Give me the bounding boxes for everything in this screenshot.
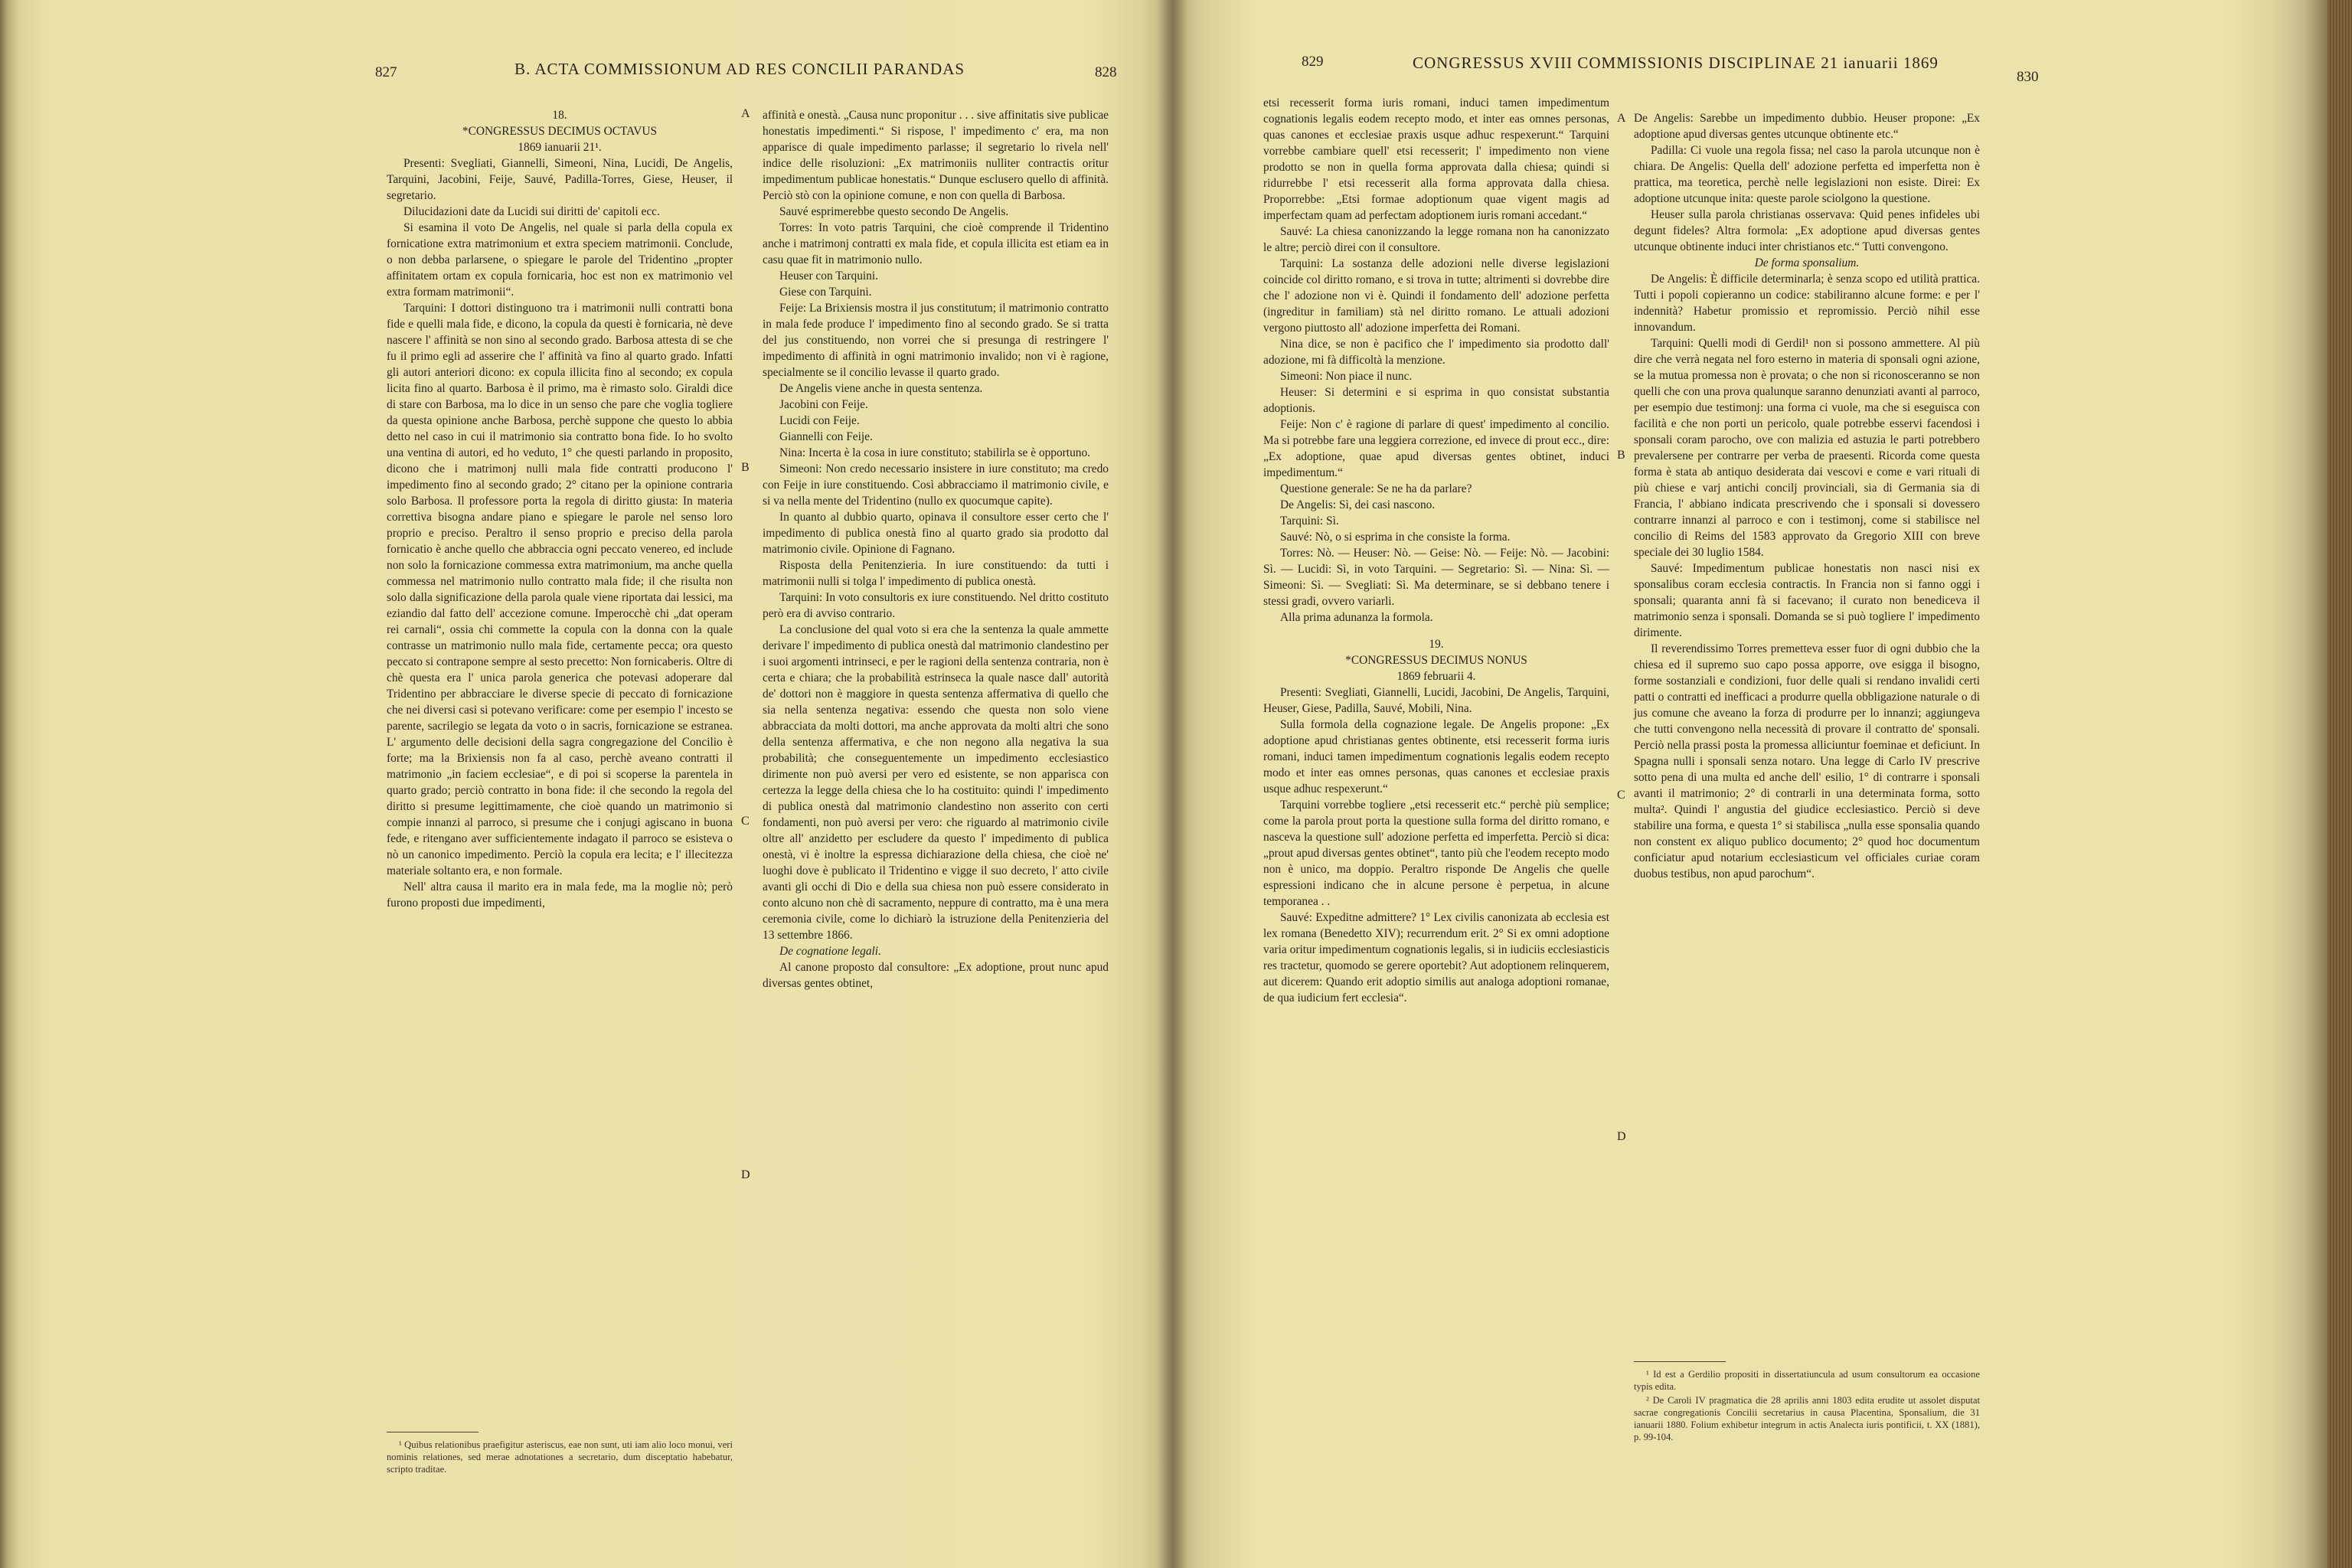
paragraph: Sauvé: Impedimentum publicae honestatis non nasci nisi ex sponsalibus coram ecclesia contractis. In Francia non si fanno oggi i sponsali; quaranta anni fà si facevano; il curato non benediceva il matrimonio senza i sponsali. Domanda se si può togliere l' impedimento dirimente. [1634,562,1980,639]
section-title: *CONGRESSUS DECIMUS NONUS [1345,654,1527,667]
page-number-827: 827 [375,64,397,80]
paragraph: Giese con Tarquini. [779,286,872,299]
section-number: 19. [1429,638,1444,651]
margin-letter-c: C [1617,789,1625,802]
paragraph: Simeoni: Non piace il nunc. [1280,370,1413,383]
footnote-rule [1634,1361,1726,1362]
paragraph: Questione generale: Se ne ha da parlare? [1280,482,1472,495]
paragraph: Nell' altra causa il marito era in mala fede, ma la moglie nò; però furono proposti due impedimenti, [387,880,733,910]
paragraph: Tarquini: I dottori distinguono tra i matrimonii nulli contratti bona fide e quelli mala fide, e dicono, la copula da questi è fornicaria, nè deve nascere l' affinità se non sino al secondo grado. Barbosa attesta di se che fu il primo egli ad asserire che l' affinità va fino al quarto grado. Infatti gli autori anteriori dicono: ex copula illicita fino al secondo; ex copula licita fino al quarto. Barbosa è il primo, ma è rimasto solo. Giraldi dice di stare con Barbosa, ma lo dice in un senso che pare che voglia togliere da questa opinione anche Barbosa, perchè suppone che questo lo abbia detto nel caso in cui il matrimonio sia contratto bona fide. Io ho svolto una ventina di autori, ed ho veduto, 1° che questi parlando in proposito, dicono che i matrimonj nulli mala fide contratti producono l' impedimento fino al secondo grado; 2° citano per la opinione contraria solo Barbosa. Il professore porta la regola di diritto giusta: In materia correttiva bisogna andare piano e spiegare le parole nel senso loro proprio e preciso. Peraltro il senso proprio e preciso della parola fornicatio è anche quello che abbraccia ogni peccato venereo, ed include non solo la fornicazione commessa extra matrimonium, ma anche quella commessa nel matrimonio nullo contratto mala fide; il che risulta non solo dalla significazione della parola quale viene riportata dai lessici, ma eziandio dal fatto dell' accezione comune. Imperocchè chi „dat operam rei carnali“, ossia chi commette la copula con la donna con la quale contrasse un matrimonio nullo mala fide, certamente pecca; ora questo peccato si contrapone sempre al sesto precetto: Non fornicaberis. Oltre di chè questa era l' unica parola generica che potevasi adoperare dal Tridentino per abbracciare le diverse specie di peccato di fornicazione che nei diversi casi si potevano verificare: come per esempio l' incesto se parente, sacrilegio se legata da voto o in sacris, fornicazione se estranea. L' argumento delle decisioni della sagra congregazione del Concilio è forte; ma la Brixiensis non fa al caso, perchè aveano contratti il matrimonio „in faciem ecclesiae“, e di poi si scoperse la parentela in quarto grado; perciò contratto in bona fide: il che secondo la regola del diritto si presume legittimamente, che cioè quando un matrimonio si compie innanzi al parroco, si presume che i conjugi agiscano in buona fede, e ritengano aver sufficientemente indagato il parroco se esisteva o nò un canonico impedimento. Perciò la copula era lecita; e l' illecitezza materiale soltanto era, e non formale. [387,302,733,877]
paragraph: Sauvé: Nò, o si esprima in che consiste la forma. [1280,531,1511,544]
paragraph: Simeoni: Non credo necessario insistere in iure constituto; ma credo con Feije in iure constituendo. Così abbracciamo il matrimonio civile, e si va nella mente del Tridentino (nullo ex quocumque capite). [763,462,1109,508]
paragraph: Presenti: Svegliati, Giannelli, Lucidi, Jacobini, De Angelis, Tarquini, Heuser, Giese, Padilla, Sauvé, Mobili, Nina. [1263,686,1609,715]
paragraph: Torres: In voto patris Tarquini, che cioè comprende il Tridentino anche i matrimonj contratti ex mala fide, et copula illicita est etiam ea in casu quae fit in matrimonio nullo. [763,221,1109,266]
footnote: ¹ Quibus relationibus praefigitur asteriscus, eae non sunt, uti iam alio loco monui, veri nominis relationes, sed merae adnotationes a secretario, dum disceptatio habebatur, scripto traditae. [387,1439,733,1475]
paragraph: Padilla: Ci vuole una regola fissa; nel caso la parola utcunque non è chiara. De Angelis: Quella dell' adozione perfetta ed imperfetta non è prattica, ma teoretica, perchè nelle legislazioni non esiste. Direi: Ex adoptione utcunque inita: queste parole sciolgono la questione. [1634,144,1980,205]
paragraph: Jacobini con Feije. [779,398,868,411]
paragraph: Presenti: Svegliati, Giannelli, Simeoni, Nina, Lucidi, De Angelis, Tarquini, Jacobini, Feije, Sauvé, Padilla-Torres, Giese, Heuser, il segretario. [387,157,733,202]
footnote: ¹ Id est a Gerdilio propositi in dissertatiuncula ad usum consultorum ea occasione typis edita. [1634,1369,1980,1392]
running-header-left: B. ACTA COMMISSIONUM AD RES CONCILII PARANDAS [514,60,965,78]
paragraph: Nina dice, se non è pacifico che l' impedimento sia prodotto dall' adozione, mi fà difficoltà la menzione. [1263,338,1609,367]
running-header-right: CONGRESSUS XVIII COMMISSIONIS DISCIPLINAE 21 ianuarii 1869 [1413,54,1939,72]
margin-letter-d: D [741,1168,750,1181]
left-column-2 [763,107,1109,991]
paragraph: Dilucidazioni date da Lucidi sui diritti de' capitoli ecc. [403,205,660,218]
paragraph: Sauvé: Expeditne admittere? 1° Lex civilis canonizata ab ecclesia est lex romana (Benedetto XIV); recurrendum erit. 2° Si ex omni adoptione varia oritur impedimentum cognationis legalis, si in iudiciis ecclesiasticis res tractetur, quomodo se gerere oportebit? Aut adoptionem relinquerem, aut dicerem: Quando erit adoptio similis aut analoga adoptioni romanae, de qua iudicium fert ecclesia“. [1263,911,1609,1004]
section-title: *CONGRESSUS DECIMUS OCTAVUS [462,125,658,138]
right-column-2 [1634,110,1980,882]
margin-letter-a: A [741,107,750,120]
margin-letter-b: B [1617,449,1625,462]
paragraph: De Angelis: Sarebbe un impedimento dubbio. Heuser propone: „Ex adoptione apud diversas gentes utcunque obtinente etc.“ [1634,112,1980,141]
paragraph: Lucidi con Feije. [779,414,860,427]
margin-letter-c: C [741,815,750,828]
section-date: 1869 februarii 4. [1396,670,1476,683]
paragraph: Tarquini: In voto consultoris ex iure constituendo. Nel dritto costituto però era di avviso contrario. [763,591,1109,620]
page-edge [2328,0,2352,1568]
footnote: ² De Caroli IV pragmatica die 28 aprilis anni 1803 edita erudite ut assolet disputat sacrae congregationis Concilii secretarius in causa Placentina, Sponsalium, die 31 ianuarii 1880. Folium exhibetur integrum in actis Analecta iuris pontificii, t. XX (1881), p. 99-104. [1634,1395,1980,1442]
paragraph: Torres: Nò. — Heuser: Nò. — Geise: Nò. — Feije: Nò. — Jacobini: Sì. — Lucidi: Sì, in voto Tarquini. — Segretario: Sì. — Nina: Sì. — Simeoni: Sì. — Svegliati: Sì. Ma determinare, se si debbano tenere i stessi gradi, ovvero variarli. [1263,547,1609,608]
paragraph: De Angelis viene anche in questa sentenza. [779,382,983,395]
paragraph: Heuser con Tarquini. [779,270,878,283]
paragraph: etsi recesserit forma iuris romani, induci tamen impedimentum cognationis legalis eodem recepto modo, et inter eas omnes personas, quas canones et ecclesiae praxis usque adhuc respexerunt.“ Tarquini vorrebbe cambiare quell' etsi recesserit; l' impedimento non viene prodotto se non in quella forma approvata dalla chiesa; quindi si ridurrebbe l' etsi recesserit alla forma approvata dalla chiesa. Proporrebbe: „Etsi formae adoptionum quae vigent magis ad imperfectam quam ad perfectam adoptionem iuris romani accedant.“ [1263,96,1609,222]
paragraph: Alla prima adunanza la formola. [1280,611,1433,624]
paragraph: Risposta della Penitenzieria. In iure constituendo: da tutti i matrimonii nulli si tolga l' impedimento di publica onestà. [763,559,1109,588]
paragraph: De Angelis: Sì, dei casi nascono. [1280,498,1436,511]
section-number: 18. [552,109,567,122]
right-page [1171,0,2352,1568]
book-gutter [1158,0,1188,1568]
section-date: 1869 ianuarii 21¹. [518,141,602,154]
footnote-block-left [387,1432,733,1477]
subheading: De forma sponsalium. [1754,256,1860,270]
margin-letter-d: D [1617,1130,1626,1143]
paragraph: Tarquini: La sostanza delle adozioni nelle diverse legislazioni coincide col diritto romano, e si trova in tutte; altrimenti si dovrebbe dire che l' adozione non vi è. Quindi il fondamento dell' adozione perfetta (ingreditur in familiam) stà nel diritto romano. Le attuali adozioni vergono piuttosto all' adozione imperfetta dei Romani. [1263,257,1609,335]
paragraph: De Angelis: È difficile determinarla; è senza scopo ed utilità prattica. Tutti i popoli copieranno un codice: stabiliranno alcune forme: e per l' indennità? Habetur promissio et repromissio. Perciò nihil esse innovandum. [1634,273,1980,334]
paragraph: Heuser: Si determini e si esprima in quo consistat substantia adoptionis. [1263,386,1609,415]
page-number-829: 829 [1302,54,1324,70]
left-page [0,0,1171,1568]
paragraph: Nina: Incerta è la cosa in iure constituto; stabilirla se è opportuno. [779,446,1091,459]
paragraph: Tarquini: Quelli modi di Gerdil¹ non si possono ammettere. Al più dire che verrà negata nel foro esterno in materia di sponsali ogni azione, se la mutua promessa non è provata; o che non si riconosceranno se non quelli che con una prova qualunque saranno denunziati avanti al parroco, per esempio due testimonj: una forma ci vuole, ma che si eseguisca con facilità e che non porti un pericolo, quale potrebbe esservi facendosi i sponsali coram parocho, ove con malizia ed astuzia le parti potrebbero prevalersene per contrarre per verba de praesenti. Ricorda come questa forma è stata ab antiquo desiderata dai vescovi e come e vari rituali di più chiese e varj antichi concilj provinciali, sia di Germania sia di Francia, l' abbiano indicata prescrivendo che i sponsali si dovessero contrarre innanzi al parroco e con i testimonj, come si stabilisce nel concilio di Reims del 1583 approvato da Gregorio XIII con breve speciale dei 30 luglio 1584. [1634,337,1980,559]
paragraph: In quanto al dubbio quarto, opinava il consultore esser certo che l' impedimento di publica onestà fino al quarto grado sia prodotto dal matrimonio civile. Opinione di Fagnano. [763,511,1109,556]
paragraph: Tarquini vorrebbe togliere „etsi recesserit etc.“ perchè più semplice; come la parola prout porta la questione sulla forma del diritto romano, e nasceva la questione sull' adozione perfetta ed imperfetta. Perciò si dica: „prout apud diversas gentes obtinet“, tanto più che l'eodem recepto modo non è unico, ma doppio. Peraltro risponde De Angelis che quelle espressioni indicano che in alcune persone è perpetua, in alcune temporanea . . [1263,799,1609,908]
page-number-830: 830 [2017,69,2039,85]
right-column-1 [1263,95,1609,1006]
paragraph: Sauvé esprimerebbe questo secondo De Angelis. [779,205,1009,218]
paragraph: Sauvé: La chiesa canonizzando la legge romana non ha canonizzato le altre; perciò direi con il consultore. [1263,225,1609,254]
paragraph: Sulla formola della cognazione legale. De Angelis propone: „Ex adoptione apud christianas gentes obtinente, etsi recesserit forma iuris romani, induci tamen impedimentum cognationis legalis eodem recepto modo et inter eas omnes personas, quas canones et ecclesiae praxis usque adhuc respexerunt.“ [1263,718,1609,795]
left-column-1 [387,107,733,911]
subheading: De cognatione legali. [779,945,881,958]
paragraph: Il reverendissimo Torres premetteva esser fuor di ogni dubbio che la chiesa ed il supremo suo capo possa apporre, ove esigga il bisogno, forme sostanziali e condizioni, fuor delle quali si rendano invalidi certi patti o contratti ed inefficaci a produrre quella obbligazione naturale o di jus comune che aveano la forza di produrre per lo innanzi; aggiungeva che tutti convengono nella necessità di provare il contratto de' sponsali. Perciò nella prassi posta la promessa alliciuntur foeminae et deficiunt. In Spagna nulli i sponsali senza notaro. Una legge di Carlo IV prescrive sotto pena di una multa ed anche dell' esilio, 1° di contrarre i sponsali avanti il matrimonio; 2° di contrarli in una determinata forma, sotto multa². Quindi l' angustia del giudice ecclesiastico. Perciò si deve stabilire una forma, e questa 1° si stabilisca „nulla esse sponsalia quando non constent ex aliquo publico documento; 2° quod hoc documentum conficiatur apud notarium ecclesiasticum vel officiales curiae coram duobus testibus, non apud parochum“. [1634,642,1980,880]
paragraph: Al canone proposto dal consultore: „Ex adoptione, prout nunc apud diversas gentes obtinet, [763,961,1109,990]
paragraph: Heuser sulla parola christianas osservava: Quid penes infideles ubi degunt fideles? Altra formola: „Ex adoptione apud diversas gentes utcunque obtinente induci inter christianos etc.“ Tutti convengono. [1634,208,1980,253]
margin-letter-a: A [1617,112,1626,125]
paragraph: La conclusione del qual voto si era che la sentenza la quale ammette derivare l' impedimento di publica onestà dal matrimonio clandestino per i suoi argomenti intrinseci, e per le ragioni della sentenza contraria, non è certa e chiara; che la probabilità estrinseca la quale nasce dall' autorità de' dottori non è maggiore in questa sentenza affermativa di quello che sia nella sentenza negativa: essendo che questa non solo viene abbracciata da molti dottori, ma anche approvata da molti altri che sono della sentenza affermativa, e che non negono alla negativa la sua probabilità; che conseguentemente un impedimento ecclesiastico dirimente non può aversi per vero ed esistente, se non apparisca con certezza la legge della chiesa che lo ha costituito: quindi l' impedimento di publica onestà dal matrimonio clandestino non asserito con certi fondamenti, non può aversi per vero: che riguardo al matrimonio civile oltre all' anzidetto per escludere da questo l' impedimento di publica onestà, vi è inoltre la espressa dichiarazione della chiesa, che cioè ne' luoghi dove è publicato il Tridentino e vigge il suo decreto, l' atto civile avanti gli occhi di Dio e della sua chiesa non può essere considerato in conto alcuno non chè di sacramento, neppure di contratto, ma è una mera ceremonia civile, come lo dichiarò la istruzione della Penitenzieria del 13 settembre 1866. [763,623,1109,942]
paragraph: affinità e onestà. „Causa nunc proponitur . . . sive affinitatis sive publicae honestatis impedimenti.“ Si rispose, l' impedimento c' era, ma non apparisce di quale impedimento parlasse; il segretario lo rivela nell' indice delle risoluzioni: „Ex matrimoniis nulliter contractis oritur impedimentum publicae honestatis.“ Dunque esclusero quello di affinità. Perciò stò con la opinione comune, e non con quella di Barbosa. [763,109,1109,202]
paragraph: Feije: La Brixiensis mostra il jus constitutum; il matrimonio contratto in mala fede produce l' impedimento fino al secondo grado. Se si tratta del jus constituendo, non vorrei che si presunga di restringere l' impedimento di affinità in ogni matrimonio invalido; non vi è ragione, specialmente se il concilio levasse il quarto grado. [763,302,1109,379]
footnote-block-right [1634,1361,1980,1445]
paragraph: Giannelli con Feije. [779,430,873,443]
paragraph: Si esamina il voto De Angelis, nel quale si parla della copula ex fornicatione extra matrimonium et extra speciem matrimonii. Conclude, o non debba parlarsene, o spiegare le parole del Tridentino „propter affinitatem ortam ex copula fornicaria, hoc est non ex matrimonio vel extra formam matrimonii“. [387,221,733,299]
page-number-828: 828 [1095,64,1117,80]
paragraph: Feije: Non c' è ragione di parlare di quest' impedimento al concilio. Ma si potrebbe fare una leggiera correzione, ed invece di prout ecc., dire: „Ex adoptione, quae apud diversas gentes obtinet, induci impedimentum.“ [1263,418,1609,479]
paragraph: Tarquini: Sì. [1280,514,1339,528]
margin-letter-b: B [741,461,750,474]
